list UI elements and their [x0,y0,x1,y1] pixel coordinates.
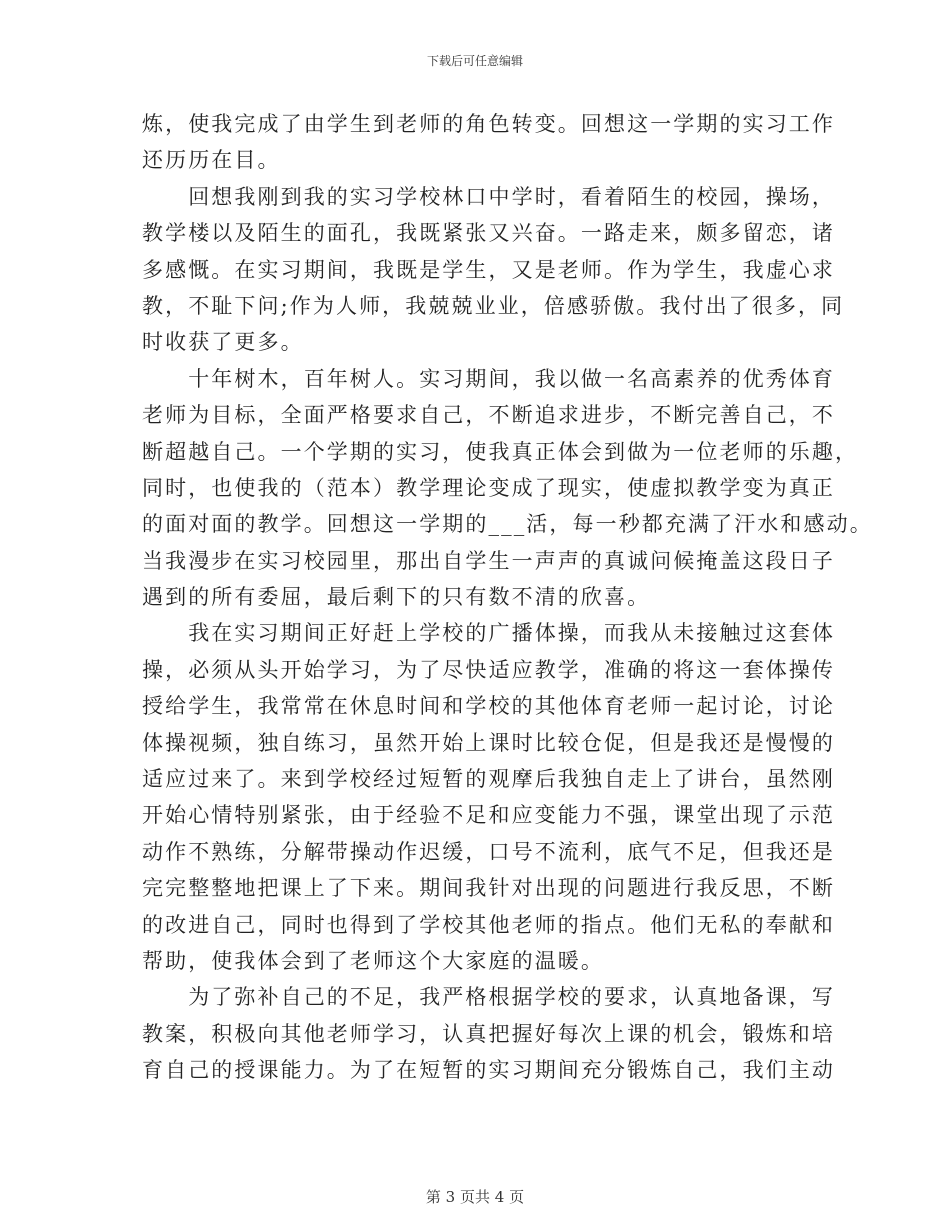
text-line: 帮助，使我体会到了老师这个大家庭的温暖。 [142,948,604,973]
text-line: 授给学生，我常常在休息时间和学校的其他体育老师一起讨论，讨论 [142,694,835,719]
text-line: 适应过来了。来到学校经过短暂的观摩后我独自走上了讲台，虽然刚 [142,767,835,792]
text-line: 同时，也使我的（范本）教学理论变成了现实，使虚拟教学变为真正 [142,475,835,500]
text-line: 的面对面的教学。回想这一学期的___活，每一秒都充满了汗水和感动。 [142,512,873,537]
text-line: 多感慨。在实习期间，我既是学生，又是老师。作为学生，我虚心求 [142,257,835,282]
text-line: 遇到的所有委屈，最后剩下的只有数不清的欣喜。 [142,585,651,610]
text-line: 老师为目标，全面严格要求自己，不断追求进步，不断完善自己，不 [142,403,835,428]
text-line: 为了弥补自己的不足，我严格根据学校的要求，认真地备课，写 [142,985,835,1010]
text-line: 断超越自己。一个学期的实习，使我真正体会到做为一位老师的乐趣， [142,439,859,464]
page-footer: 第 3 页共 4 页 [425,1188,525,1206]
text-line: 操，必须从头开始学习，为了尽快适应教学，准确的将这一套体操传 [142,657,835,682]
document-body [142,106,873,1089]
text-line: 十年树木，百年树人。实习期间，我以做一名高素养的优秀体育 [142,366,835,391]
text-line: 当我漫步在实习校园里，那出自学生一声声的真诚问候掩盖这段日子 [142,548,835,573]
text-line: 开始心情特别紧张，由于经验不足和应变能力不强，课堂出现了示范 [142,803,835,828]
text-line: 的改进自己，同时也得到了学校其他老师的指点。他们无私的奉献和 [142,912,835,937]
text-line: 时收获了更多。 [142,330,304,355]
text-line: 教案，积极向其他老师学习，认真把握好每次上课的机会，锻炼和培 [142,1021,835,1046]
text-line: 完完整整地把课上了下来。期间我针对出现的问题进行我反思，不断 [142,876,835,901]
text-line: 教学楼以及陌生的面孔，我既紧张又兴奋。一路走来，颇多留恋，诸 [142,221,835,246]
text-line: 教，不耻下问;作为人师，我兢兢业业，倍感骄傲。我付出了很多，同 [142,293,845,318]
text-line: 我在实习期间正好赶上学校的广播体操，而我从未接触过这套体 [142,621,835,646]
page-header: 下载后可任意编辑 [426,54,523,68]
text-line: 动作不熟练，分解带操动作迟缓，口号不流利，底气不足，但我还是 [142,839,835,864]
text-line: 炼，使我完成了由学生到老师的角色转变。回想这一学期的实习工作 [142,112,835,136]
text-line: 还历历在目。 [142,148,281,173]
text-line: 回想我刚到我的实习学校林口中学时，看着陌生的校园，操场， [142,184,835,209]
text-line: 育自己的授课能力。为了在短暂的实习期间充分锻炼自己，我们主动 [142,1058,835,1083]
text-line: 体操视频，独自练习，虽然开始上课时比较仓促，但是我还是慢慢的 [142,730,835,755]
